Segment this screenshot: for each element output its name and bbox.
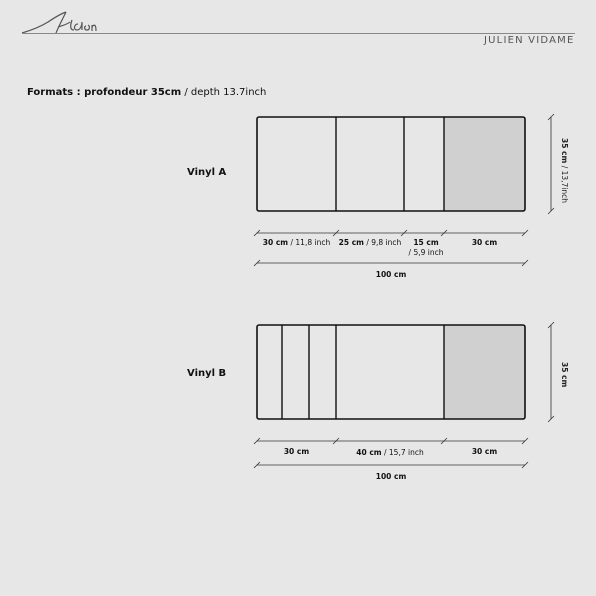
dim-value: 30 cm <box>262 238 289 247</box>
dim-value: 25 cm <box>338 238 364 247</box>
dim-value: 30 cm <box>471 447 498 456</box>
vinyl-a-label: Vinyl A <box>187 167 227 178</box>
vinyl-b-dim-3 <box>444 447 525 456</box>
dim-value: 15 cm <box>413 238 439 247</box>
vinyl-a-dim-3 <box>404 238 448 258</box>
vinyl-a-height-label <box>560 138 569 203</box>
vinyl-b-dim-2 <box>336 448 444 457</box>
vinyl-b-total-dimension <box>254 462 528 468</box>
vinyl-a-height-bold: 35 cm <box>560 138 569 164</box>
dim-inch: / 9,8 inch <box>363 238 402 247</box>
formats-title <box>27 87 266 98</box>
vinyl-a-total-dimension <box>254 260 528 266</box>
vinyl-b-dim-1 <box>257 447 336 456</box>
dim-inch: / 15,7 inch <box>381 448 424 457</box>
dim-value: 30 cm <box>283 447 310 456</box>
vinyl-b-label: Vinyl B <box>187 368 227 379</box>
vinyl-a-dim-1 <box>257 238 336 247</box>
vinyl-a-height-light: / 13,7inch <box>560 163 569 204</box>
vinyl-a-dim-4 <box>444 238 525 247</box>
dim-value: 30 cm <box>471 238 498 247</box>
vinyl-a-dim-2 <box>336 238 404 247</box>
signature-logo <box>22 12 96 33</box>
brand-name: JULIEN VIDAME <box>484 35 575 46</box>
vinyl-a-diagram <box>257 117 525 211</box>
dim-inch: / 11,8 inch <box>288 238 331 247</box>
vinyl-a-shaded-section <box>444 117 525 211</box>
vinyl-a-total-label: 100 cm <box>375 270 407 279</box>
formats-title-light: / depth 13.7inch <box>181 87 267 98</box>
dim-inch: / 5,9 inch <box>408 248 444 257</box>
formats-title-bold: Formats : profondeur 35cm <box>27 87 182 98</box>
vinyl-b-diagram <box>257 325 525 419</box>
vinyl-b-height-label: 35 cm <box>560 362 569 388</box>
vinyl-b-segment-dimensions <box>254 438 528 444</box>
vinyl-b-height-dimension <box>548 322 554 422</box>
vinyl-b-total-label: 100 cm <box>375 472 407 481</box>
vinyl-a-segment-dimensions <box>254 230 528 236</box>
dim-value: 40 cm <box>356 448 382 457</box>
vinyl-a-height-dimension <box>548 114 554 214</box>
vinyl-b-shaded-section <box>444 325 525 419</box>
